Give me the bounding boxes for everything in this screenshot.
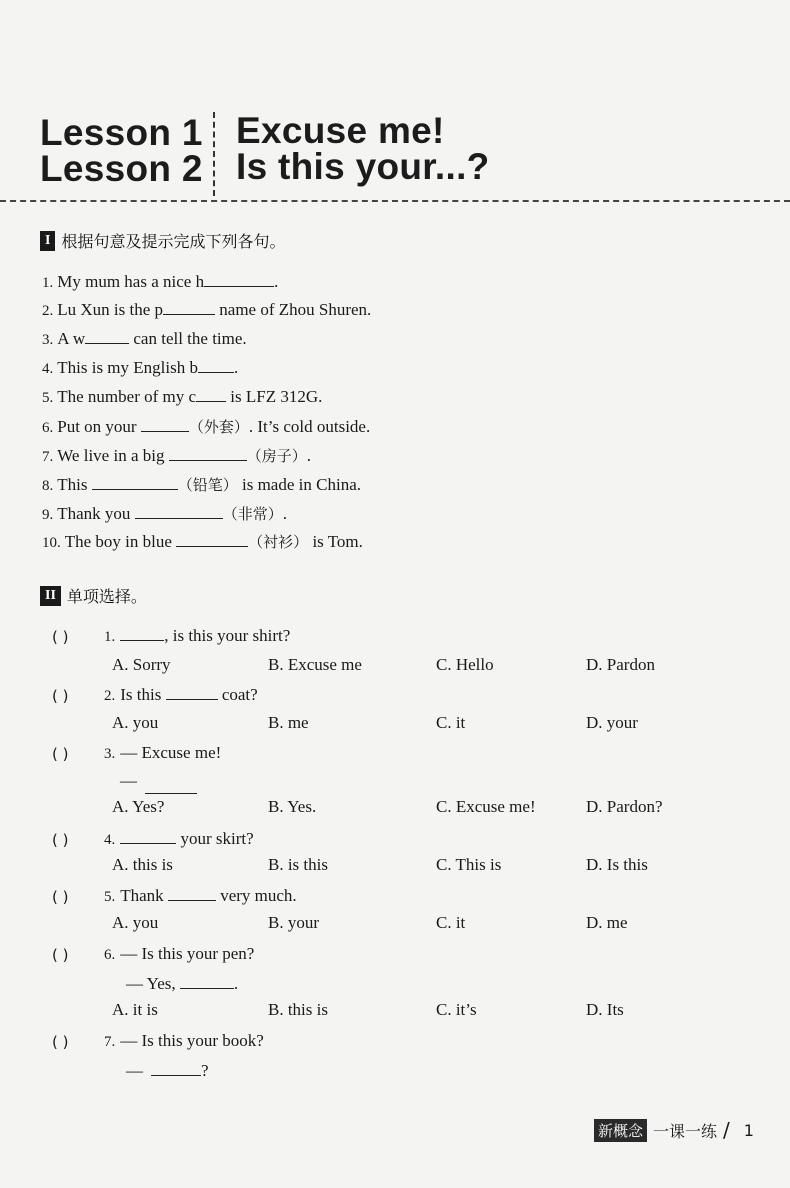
item-number: 9. xyxy=(42,507,54,523)
fill-blank-item xyxy=(42,445,311,466)
section-1-instruction: 根据句意及提示完成下列各句。 xyxy=(61,232,286,251)
reply-end: . xyxy=(233,974,239,993)
item-text-start: The boy in blue xyxy=(64,532,177,551)
stem-text-end: very much. xyxy=(215,886,297,905)
chinese-hint: （外套） xyxy=(188,418,249,436)
answer-blank[interactable] xyxy=(135,504,223,519)
reply-dash: — xyxy=(120,771,137,790)
item-text-end: . It’s cold outside. xyxy=(248,417,371,436)
item-number: 2. xyxy=(42,303,54,319)
question-stem xyxy=(104,743,221,763)
fill-blank-item xyxy=(42,387,322,407)
item-text-end: . xyxy=(233,358,239,377)
stem-text-start: — Is this your book? xyxy=(120,1031,264,1050)
answer-parentheses[interactable]: ( ) xyxy=(52,831,69,849)
reply-dash: — xyxy=(126,1061,143,1080)
reply-dash: — Yes, xyxy=(126,974,180,993)
option-c[interactable]: C. Excuse me! xyxy=(436,797,536,816)
option-c[interactable]: C. it’s xyxy=(436,1000,477,1019)
reply-blank xyxy=(180,974,234,989)
item-number: 4. xyxy=(42,361,54,377)
stem-text-start: Is this xyxy=(120,685,166,704)
question-stem xyxy=(104,829,254,849)
lesson-1-label: Lesson 1 xyxy=(40,112,203,153)
fill-blank-item xyxy=(42,272,278,292)
footer-slash: / xyxy=(723,1118,730,1142)
answer-blank[interactable] xyxy=(198,358,234,373)
reply-line xyxy=(126,974,238,994)
reply-end: ? xyxy=(201,1061,209,1080)
item-text-end: is Tom. xyxy=(308,532,363,551)
item-number: 8. xyxy=(42,478,54,494)
answer-blank[interactable] xyxy=(141,417,189,432)
answer-parentheses[interactable]: ( ) xyxy=(52,628,69,646)
section-1-badge: I xyxy=(40,231,55,251)
item-number: 5. xyxy=(42,390,54,406)
item-text-end: . xyxy=(306,446,311,465)
question-stem xyxy=(104,685,258,705)
stem-blank xyxy=(120,829,176,844)
fill-blank-item xyxy=(42,300,371,320)
option-b[interactable]: B. Yes. xyxy=(268,797,317,816)
chinese-hint: （房子） xyxy=(246,447,307,465)
page-footer xyxy=(594,1118,754,1142)
stem-blank xyxy=(120,626,164,641)
answer-blank[interactable] xyxy=(92,475,178,490)
section-1-heading xyxy=(40,229,285,252)
question-number: 3. xyxy=(104,746,116,762)
chinese-hint: （铅笔） xyxy=(177,476,238,494)
reply-blank xyxy=(151,1061,201,1076)
question-stem xyxy=(104,626,290,646)
item-text-end: is LFZ 312G. xyxy=(226,387,323,406)
answer-parentheses[interactable]: ( ) xyxy=(52,888,69,906)
answer-parentheses[interactable]: ( ) xyxy=(52,946,69,964)
item-text-start: Thank you xyxy=(57,504,135,523)
reply-blank xyxy=(145,779,197,794)
item-number: 10. xyxy=(42,535,61,551)
option-c[interactable]: C. Hello xyxy=(436,655,494,674)
section-2-instruction: 单项选择。 xyxy=(66,587,147,606)
option-b[interactable]: B. Excuse me xyxy=(268,655,362,674)
reply-line xyxy=(120,771,197,794)
option-a[interactable]: A. it is xyxy=(112,1000,158,1019)
fill-blank-item xyxy=(42,474,361,495)
answer-parentheses[interactable]: ( ) xyxy=(52,687,69,705)
option-b[interactable]: B. this is xyxy=(268,1000,328,1019)
item-number: 1. xyxy=(42,275,54,291)
item-text-end: name of Zhou Shuren. xyxy=(215,300,372,319)
question-number: 7. xyxy=(104,1034,116,1050)
option-d[interactable]: D. Pardon? xyxy=(586,797,663,816)
item-text-start: My mum has a nice h xyxy=(57,272,205,291)
question-number: 2. xyxy=(104,688,116,704)
fill-blank-item xyxy=(42,416,370,437)
option-b[interactable]: B. your xyxy=(268,913,319,932)
answer-blank[interactable] xyxy=(176,532,248,547)
option-a[interactable]: A. this is xyxy=(112,855,173,874)
answer-blank[interactable] xyxy=(85,329,129,344)
option-c[interactable]: C. This is xyxy=(436,855,502,874)
header-divider xyxy=(0,200,790,202)
stem-text-end: , is this your shirt? xyxy=(164,626,291,645)
answer-parentheses[interactable]: ( ) xyxy=(52,745,69,763)
chinese-hint: （非常） xyxy=(222,505,283,523)
item-text-end: . xyxy=(282,504,287,523)
page-number: 1 xyxy=(743,1120,754,1140)
fill-blank-item xyxy=(42,503,287,524)
option-b[interactable]: B. me xyxy=(268,713,309,732)
stem-text-start: — Is this your pen? xyxy=(120,944,255,963)
answer-parentheses[interactable]: ( ) xyxy=(52,1033,69,1051)
question-stem xyxy=(104,944,254,964)
option-d[interactable]: D. me xyxy=(586,913,628,932)
item-text-end: . xyxy=(274,272,279,291)
option-d[interactable]: D. Is this xyxy=(586,855,648,874)
question-stem xyxy=(104,886,297,906)
option-d[interactable]: D. Its xyxy=(586,1000,624,1019)
fill-blank-item xyxy=(42,531,363,552)
series-badge: 新概念 xyxy=(594,1119,647,1142)
question-number: 6. xyxy=(104,947,116,963)
title-divider xyxy=(213,112,215,196)
item-text-start: Lu Xun is the p xyxy=(57,300,164,319)
option-a[interactable]: A. you xyxy=(112,913,159,932)
series-name: 一课一练 xyxy=(653,1121,718,1141)
chinese-hint: （衬衫） xyxy=(248,533,309,551)
option-d[interactable]: D. your xyxy=(586,713,638,732)
item-text-start: A w xyxy=(57,329,86,348)
question-number: 5. xyxy=(104,889,116,905)
item-text-end: is made in China. xyxy=(237,475,361,494)
answer-blank[interactable] xyxy=(169,446,247,461)
stem-text-start: — Excuse me! xyxy=(120,743,222,762)
section-2-badge: II xyxy=(40,586,61,606)
item-text-start: We live in a big xyxy=(57,446,169,465)
item-text-start: The number of my c xyxy=(57,387,197,406)
answer-blank[interactable] xyxy=(163,300,215,315)
answer-blank[interactable] xyxy=(204,272,274,287)
item-text-start: This is my English b xyxy=(57,358,198,377)
lesson-1-title: Excuse me! xyxy=(236,110,445,151)
section-2-heading xyxy=(40,584,147,607)
answer-blank[interactable] xyxy=(196,387,226,402)
lesson-2-title: Is this your...? xyxy=(236,146,490,187)
option-c[interactable]: C. it xyxy=(436,913,466,932)
item-number: 3. xyxy=(42,332,54,348)
question-number: 4. xyxy=(104,832,116,848)
fill-blank-item xyxy=(42,358,238,378)
option-c[interactable]: C. it xyxy=(436,713,466,732)
item-text-start: Put on your xyxy=(57,417,141,436)
fill-blank-item xyxy=(42,329,247,349)
option-d[interactable]: D. Pardon xyxy=(586,655,655,674)
item-number: 6. xyxy=(42,420,54,436)
item-text-start: This xyxy=(57,475,92,494)
option-a[interactable]: A. Yes? xyxy=(112,797,165,816)
question-stem xyxy=(104,1031,264,1051)
stem-blank xyxy=(168,886,216,901)
item-number: 7. xyxy=(42,449,54,465)
option-b[interactable]: B. is this xyxy=(268,855,328,874)
reply-line xyxy=(126,1061,209,1081)
stem-text-end: coat? xyxy=(217,685,258,704)
lesson-2-label: Lesson 2 xyxy=(40,148,203,189)
option-a[interactable]: A. you xyxy=(112,713,159,732)
stem-blank xyxy=(166,685,218,700)
stem-text-start: Thank xyxy=(120,886,168,905)
question-number: 1. xyxy=(104,629,116,645)
item-text-end: can tell the time. xyxy=(129,329,247,348)
option-a[interactable]: A. Sorry xyxy=(112,655,171,674)
stem-text-end: your skirt? xyxy=(176,829,254,848)
